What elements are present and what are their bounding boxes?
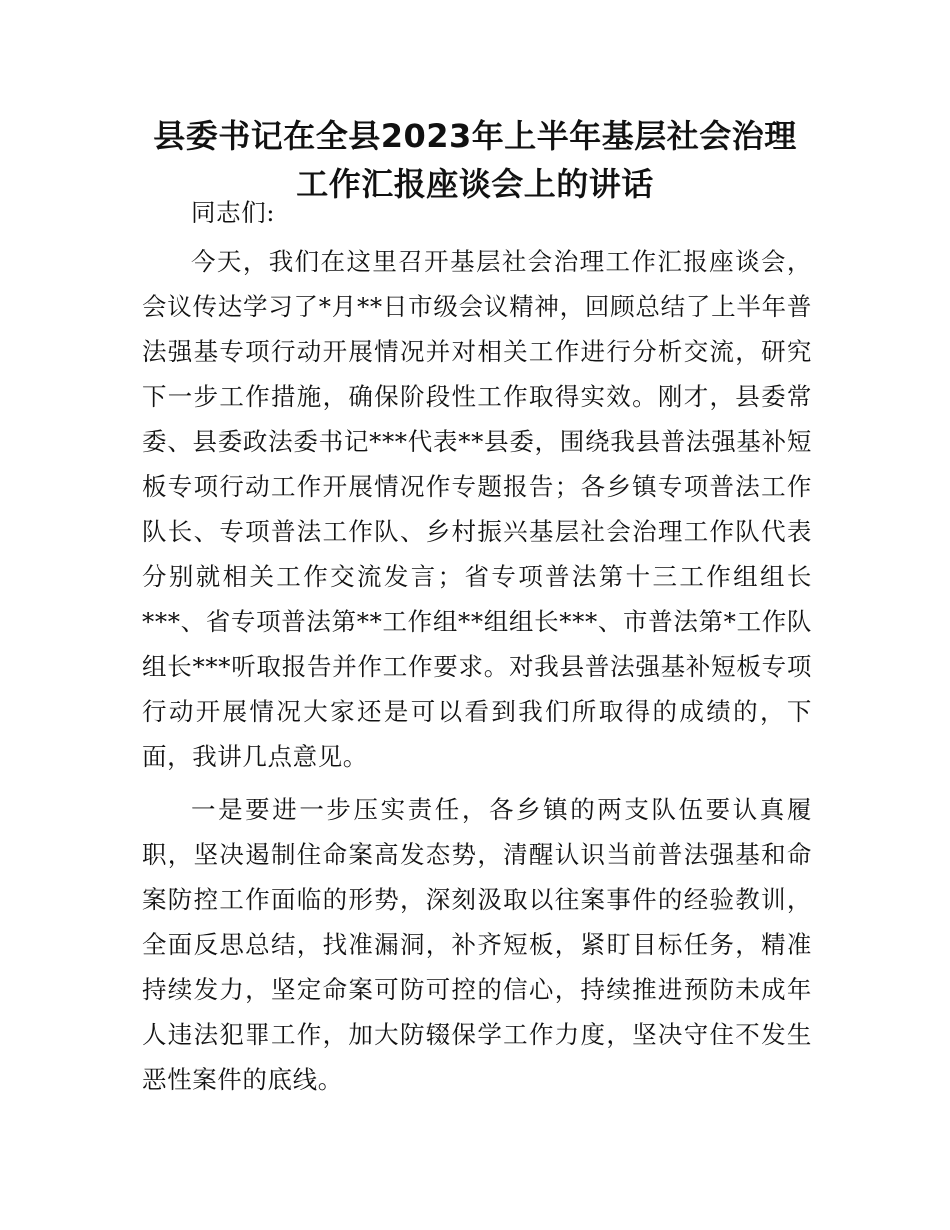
- document-title: 县委书记在全县2023年上半年基层社会治理工作汇报座谈会上的讲话: [153, 117, 797, 203]
- salutation: 同志们:: [191, 198, 276, 227]
- paragraph-point-one: 一是要进一步压实责任，各乡镇的两支队伍要认真履职，坚决遏制住命案高发态势，清醒认识当前普法强基和命案防控工作面临的形势，深刻汲取以往案事件的经验教训，全面反思总结，找准漏洞，补齐短板，紧盯目标任务，精准持续发力，坚定命案可防可控的信心，持续推进预防未成年人违法犯罪工作，加大防辍保学工作力度，坚决守住不发生恶性案件的底线。: [142, 795, 812, 1094]
- document-body: [142, 190, 812, 1110]
- paragraph-opening: 今天，我们在这里召开基层社会治理工作汇报座谈会，会议传达学习了*月**日市级会议精神，回顾总结了上半年普法强基专项行动开展情况并对相关工作进行分析交流，研究下一步工作措施，确保阶段性工作取得实效。刚才，县委常委、县委政法委书记***代表**县委，围绕我县普法强基补短板专项行动工作开展情况作专题报告；各乡镇专项普法工作队长、专项普法工作队、乡村振兴基层社会治理工作队代表分别就相关工作交流发言；省专项普法第十三工作组组长***、省专项普法第**工作组**组组长***、市普法第*工作队组长***听取报告并作工作要求。对我县普法强基补短板专项行动开展情况大家还是可以看到我们所取得的成绩的，下面，我讲几点意见。: [142, 247, 812, 771]
